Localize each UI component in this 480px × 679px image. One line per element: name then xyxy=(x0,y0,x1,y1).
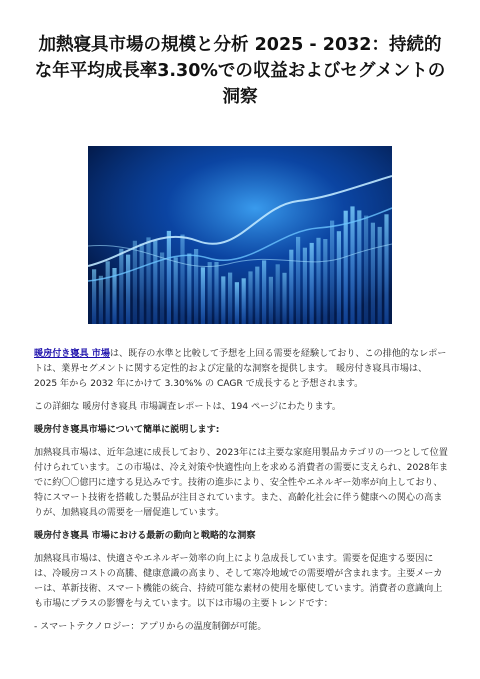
decorative-bar xyxy=(221,276,225,324)
decorative-bar xyxy=(357,210,361,324)
decorative-bar xyxy=(201,267,205,324)
decorative-bar xyxy=(106,261,110,324)
stock-chart-illustration xyxy=(88,146,392,324)
intro-text: は、既存の水準と比較して予想を上回る需要を経験しており、この排他的なレポートは、業界セグメントに関する定性的および定量的な洞察を提供します。 暖房付き寝具市場は、2025 年から 2032 年にかけて 3.30%% の CAGR で成長すると予想されます。 xyxy=(34,349,447,389)
decorative-bar xyxy=(364,216,368,324)
decorative-bar xyxy=(146,237,150,324)
decorative-bar xyxy=(180,235,184,324)
decorative-bar xyxy=(248,271,252,324)
decorative-bar xyxy=(153,241,157,325)
decorative-bar xyxy=(133,241,137,324)
decorative-bar xyxy=(228,273,232,324)
decorative-bar xyxy=(99,276,103,324)
decorative-bar xyxy=(282,273,286,324)
decorative-bar xyxy=(303,248,307,324)
pages-note: この詳細な 暖房付き寝具 市場調査レポートは、194 ページにわたります。 xyxy=(34,402,342,412)
decorative-bar xyxy=(316,238,320,324)
section1-heading: 暖房付き寝具市場について簡単に説明します: xyxy=(34,425,220,435)
decorative-bar xyxy=(140,244,144,324)
decorative-bar xyxy=(296,237,300,324)
decorative-bar xyxy=(350,206,354,324)
page-title: 加熱寝具市場の規模と分析 2025 - 2032：持続的な年平均成長率3.30%での収益およびセグメントの洞察 xyxy=(34,35,446,107)
intro-paragraph xyxy=(34,347,448,392)
article-body xyxy=(34,347,448,643)
section2-text: 加熱寝具市場は、快適さやエネルギー効率の向上により急成長しています。需要を促進する要因には、冷暖房コストの高騰、健康意識の高まり、そして寒冷地域での需要増が含まれます。主要メーカーは、革新技術、スマート機能の統合、持続可能な素材の使用を駆使しています。消費者の意識向上も市場にプラスの影響を与えています。以下は市場の主要トレンドです： xyxy=(34,554,443,609)
decorative-bar xyxy=(208,262,212,324)
market-link[interactable]: 暖房付き寝具 市場 xyxy=(34,349,110,359)
decorative-bar xyxy=(337,231,341,324)
section2-heading: 暖房付き寝具 市場における最新の動向と戦略的な洞察 xyxy=(34,531,256,541)
decorative-bar xyxy=(235,282,239,324)
decorative-bar xyxy=(242,278,246,324)
decorative-bar xyxy=(371,223,375,324)
decorative-bar xyxy=(126,255,130,324)
decorative-bar xyxy=(174,257,178,324)
decorative-bar xyxy=(330,221,334,324)
decorative-bar xyxy=(92,269,96,324)
decorative-bar xyxy=(269,277,273,324)
decorative-bar xyxy=(378,227,382,324)
decorative-bar xyxy=(310,243,314,324)
decorative-bar xyxy=(167,231,171,324)
section1-text: 加熱寝具市場は、近年急速に成長しており、2023年には主要な家庭用製品カテゴリの一つとして位置付けられています。この市場は、冷え対策や快適性向上を求める消費者の需要に支えられ、2028年までに約〇〇億円に達する見込みです。技術の進歩により、安全性やエネルギー効率が向上しており、特にスマート技術を搭載した製品が注目されています。また、高齢化社会に伴う健康への関心の高まりが、加熱寝具の需要を一層促進しています。 xyxy=(34,448,448,518)
decorative-bar xyxy=(255,267,259,324)
hero-image xyxy=(88,146,392,324)
decorative-bar xyxy=(214,262,218,324)
decorative-bar xyxy=(276,264,280,324)
decorative-bar xyxy=(119,249,123,324)
decorative-bar xyxy=(323,239,327,324)
bullet-item: - スマートテクノロジー：アプリからの温度制御が可能。 xyxy=(34,622,267,632)
decorative-bar xyxy=(262,260,266,324)
decorative-bar xyxy=(344,211,348,324)
decorative-bar xyxy=(194,249,198,324)
decorative-bar xyxy=(384,214,388,324)
decorative-bar xyxy=(160,253,164,325)
